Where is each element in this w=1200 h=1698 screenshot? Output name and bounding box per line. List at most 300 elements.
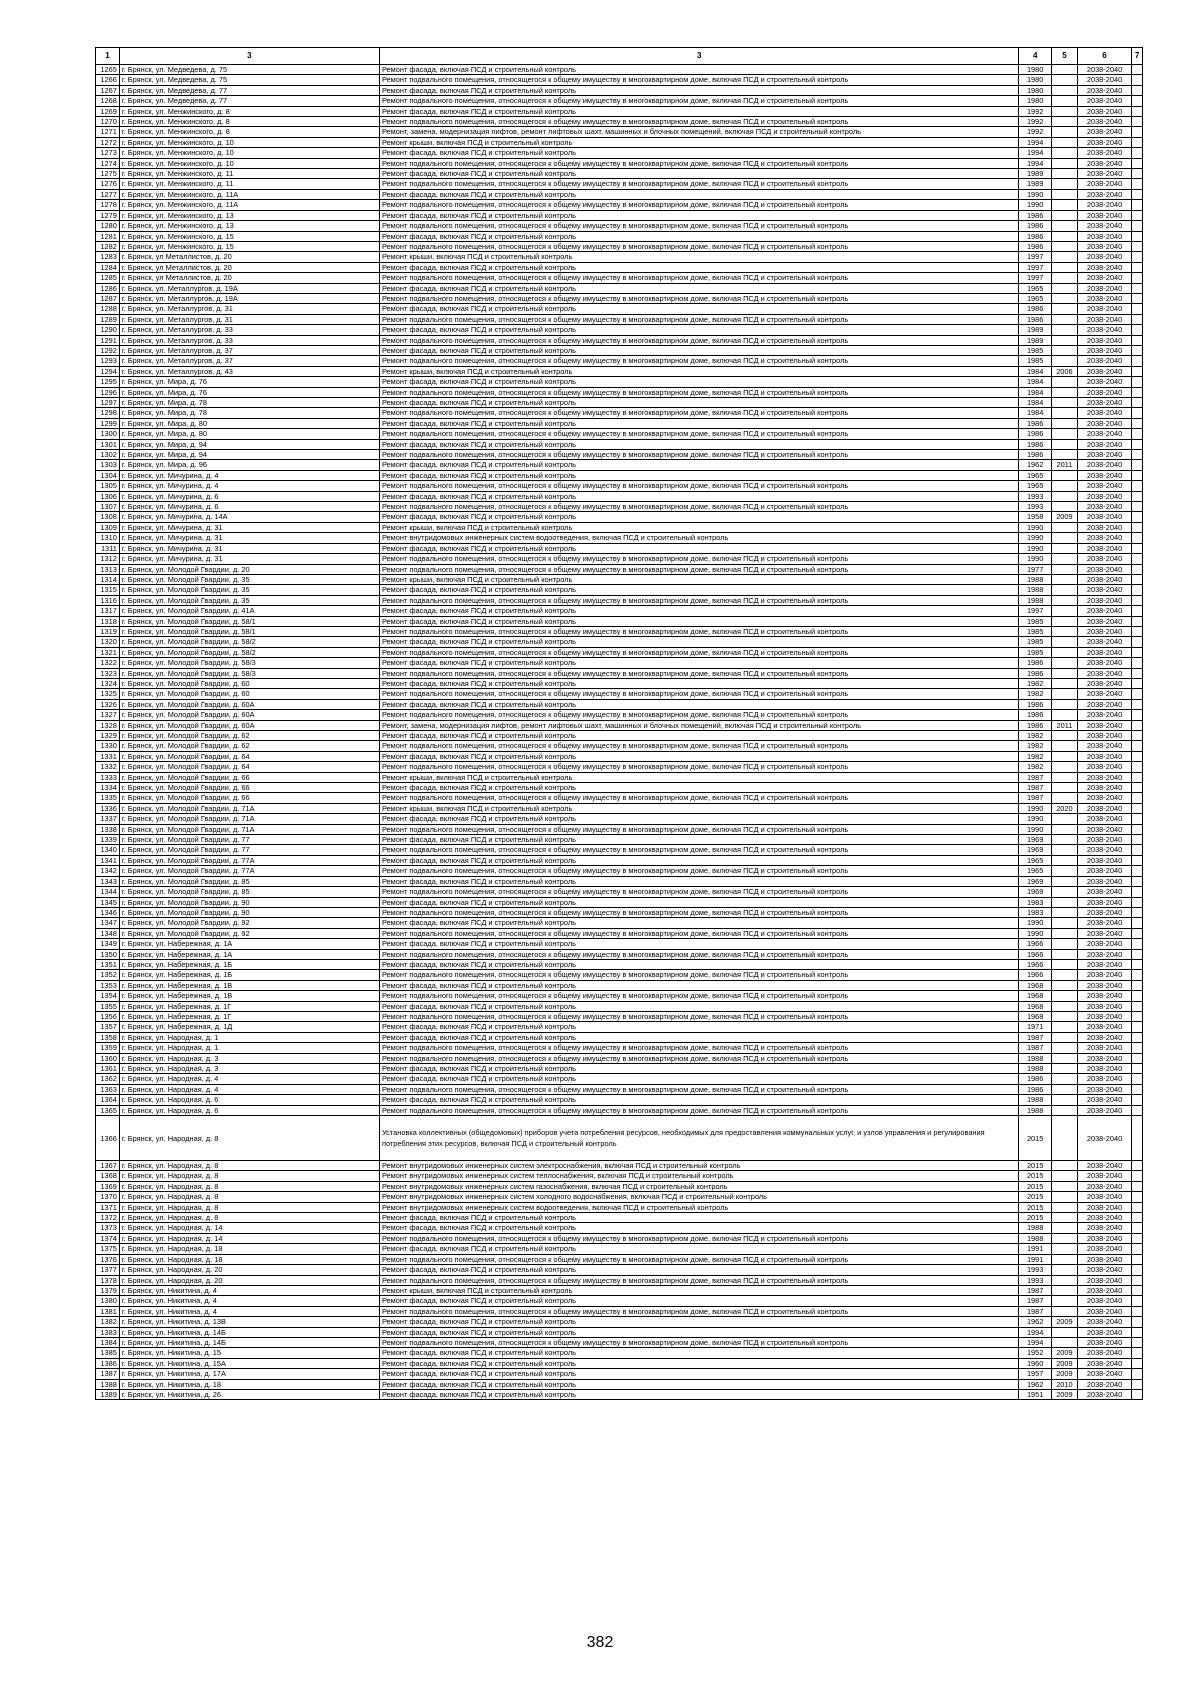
table-row — [96, 1275, 1143, 1285]
work-cell: Ремонт подвального помещения, относящегося к общему имуществу в многоквартирном доме, включая ПСД и строительный контроль — [379, 1105, 1018, 1115]
empty-cell — [1132, 1084, 1143, 1094]
last-repair-cell — [1051, 65, 1077, 75]
work-cell: Ремонт подвального помещения, относящегося к общему имуществу в многоквартирном доме, включая ПСД и строительный контроль — [379, 668, 1018, 678]
year-built-cell: 1982 — [1019, 741, 1052, 751]
table-row — [96, 481, 1143, 491]
work-cell: Ремонт подвального помещения, относящегося к общему имуществу в многоквартирном доме, включая ПСД и строительный контроль — [379, 75, 1018, 85]
row-number: 1381 — [96, 1306, 120, 1316]
row-number: 1305 — [96, 481, 120, 491]
work-cell: Ремонт подвального помещения, относящегося к общему имуществу в многоквартирном доме, включая ПСД и строительный контроль — [379, 564, 1018, 574]
period-cell: 2038-2040 — [1077, 252, 1131, 262]
empty-cell — [1132, 491, 1143, 501]
year-built-cell: 1965 — [1019, 283, 1052, 293]
address-cell: г. Брянск, ул. Никитина, д. 17А — [119, 1369, 379, 1379]
empty-cell — [1132, 502, 1143, 512]
row-number: 1317 — [96, 606, 120, 616]
work-cell: Ремонт фасада, включая ПСД и строительный контроль — [379, 637, 1018, 647]
work-cell: Ремонт, замена, модернизация лифтов, ремонт лифтовых шахт, машинных и блочных помещений, включая ПСД и строительный контроль — [379, 127, 1018, 137]
last-repair-cell — [1051, 439, 1077, 449]
table-row — [96, 429, 1143, 439]
empty-cell — [1132, 1011, 1143, 1021]
period-cell: 2038-2040 — [1077, 876, 1131, 886]
year-built-cell: 2015 — [1019, 1171, 1052, 1181]
table-row — [96, 398, 1143, 408]
table-row — [96, 1032, 1143, 1042]
last-repair-cell: 2011 — [1051, 720, 1077, 730]
address-cell: г. Брянск, ул. Молодой Гвардии, д. 66 — [119, 772, 379, 782]
year-built-cell: 1986 — [1019, 439, 1052, 449]
empty-cell — [1132, 1181, 1143, 1191]
period-cell: 2038-2040 — [1077, 574, 1131, 584]
last-repair-cell — [1051, 106, 1077, 116]
empty-cell — [1132, 1296, 1143, 1306]
row-number: 1374 — [96, 1233, 120, 1243]
last-repair-cell — [1051, 1084, 1077, 1094]
empty-cell — [1132, 637, 1143, 647]
row-number: 1300 — [96, 429, 120, 439]
year-built-cell: 1980 — [1019, 85, 1052, 95]
last-repair-cell — [1051, 262, 1077, 272]
last-repair-cell — [1051, 1161, 1077, 1171]
period-cell: 2038-2040 — [1077, 1244, 1131, 1254]
address-cell: г. Брянск, ул Металлистов, д. 20 — [119, 262, 379, 272]
empty-cell — [1132, 876, 1143, 886]
address-cell: г. Брянск, ул. Менжинского, д. 11 — [119, 169, 379, 179]
period-cell: 2038-2040 — [1077, 866, 1131, 876]
empty-cell — [1132, 616, 1143, 626]
year-built-cell: 1969 — [1019, 845, 1052, 855]
address-cell: г. Брянск, ул. Народная, д. 6 — [119, 1095, 379, 1105]
empty-cell — [1132, 949, 1143, 959]
row-number: 1309 — [96, 522, 120, 532]
last-repair-cell: 2009 — [1051, 1358, 1077, 1368]
table-row — [96, 1389, 1143, 1399]
row-number: 1327 — [96, 710, 120, 720]
period-cell: 2038-2040 — [1077, 1233, 1131, 1243]
empty-cell — [1132, 1348, 1143, 1358]
address-cell: г. Брянск, ул. Никитина, д. 4 — [119, 1285, 379, 1295]
year-built-cell: 1997 — [1019, 606, 1052, 616]
last-repair-cell — [1051, 918, 1077, 928]
table-row — [96, 762, 1143, 772]
address-cell: г. Брянск, ул. Набережная, д. 1В — [119, 980, 379, 990]
empty-cell — [1132, 522, 1143, 532]
address-cell: г. Брянск, ул. Менжинского, д. 15 — [119, 241, 379, 251]
work-cell: Ремонт фасада, включая ПСД и строительный контроль — [379, 1379, 1018, 1389]
year-built-cell: 1984 — [1019, 366, 1052, 376]
last-repair-cell — [1051, 574, 1077, 584]
year-built-cell: 1987 — [1019, 793, 1052, 803]
work-cell: Ремонт подвального помещения, относящегося к общему имуществу в многоквартирном доме, включая ПСД и строительный контроль — [379, 387, 1018, 397]
address-cell: г. Брянск, ул Металлистов, д. 20 — [119, 273, 379, 283]
address-cell: г. Брянск, ул. Молодой Гвардии, д. 64 — [119, 762, 379, 772]
period-cell: 2038-2040 — [1077, 387, 1131, 397]
last-repair-cell — [1051, 866, 1077, 876]
row-number: 1389 — [96, 1389, 120, 1399]
address-cell: г. Брянск, ул. Мира, д. 76 — [119, 377, 379, 387]
row-number: 1275 — [96, 169, 120, 179]
period-cell: 2038-2040 — [1077, 1265, 1131, 1275]
work-cell: Ремонт подвального помещения, относящегося к общему имуществу в многоквартирном доме, включая ПСД и строительный контроль — [379, 1043, 1018, 1053]
work-cell: Ремонт фасада, включая ПСД и строительный контроль — [379, 377, 1018, 387]
table-row — [96, 304, 1143, 314]
row-number: 1331 — [96, 751, 120, 761]
last-repair-cell — [1051, 616, 1077, 626]
address-cell: г. Брянск, ул. Медведева, д. 75 — [119, 65, 379, 75]
row-number: 1342 — [96, 866, 120, 876]
period-cell: 2038-2040 — [1077, 689, 1131, 699]
address-cell: г. Брянск, ул. Мира, д. 80 — [119, 418, 379, 428]
table-row — [96, 1202, 1143, 1212]
empty-cell — [1132, 1233, 1143, 1243]
last-repair-cell — [1051, 221, 1077, 231]
table-row — [96, 554, 1143, 564]
last-repair-cell — [1051, 470, 1077, 480]
empty-cell — [1132, 1074, 1143, 1084]
period-cell: 2038-2040 — [1077, 533, 1131, 543]
last-repair-cell — [1051, 502, 1077, 512]
row-number: 1265 — [96, 65, 120, 75]
work-cell: Ремонт подвального помещения, относящегося к общему имуществу в многоквартирном доме, включая ПСД и строительный контроль — [379, 991, 1018, 1001]
row-number: 1369 — [96, 1181, 120, 1191]
year-built-cell: 1986 — [1019, 418, 1052, 428]
empty-cell — [1132, 241, 1143, 251]
year-built-cell: 1989 — [1019, 179, 1052, 189]
table-row — [96, 335, 1143, 345]
last-repair-cell — [1051, 377, 1077, 387]
address-cell: г. Брянск, ул. Металлургов, д. 37 — [119, 345, 379, 355]
empty-cell — [1132, 783, 1143, 793]
address-cell: г. Брянск, ул. Народная, д. 8 — [119, 1161, 379, 1171]
table-row — [96, 772, 1143, 782]
work-cell: Ремонт подвального помещения, относящегося к общему имуществу в многоквартирном доме, включая ПСД и строительный контроль — [379, 356, 1018, 366]
address-cell: г. Брянск, ул. Мичурина, д. 6 — [119, 491, 379, 501]
work-cell: Ремонт подвального помещения, относящегося к общему имуществу в многоквартирном доме, включая ПСД и строительный контроль — [379, 221, 1018, 231]
empty-cell — [1132, 1001, 1143, 1011]
year-built-cell: 2015 — [1019, 1213, 1052, 1223]
last-repair-cell — [1051, 356, 1077, 366]
table-row — [96, 1001, 1143, 1011]
work-cell: Ремонт фасада, включая ПСД и строительный контроль — [379, 1223, 1018, 1233]
address-cell: г. Брянск, ул. Молодой Гвардии, д. 58/1 — [119, 626, 379, 636]
address-cell: г. Брянск, ул. Набережная, д. 1А — [119, 949, 379, 959]
empty-cell — [1132, 356, 1143, 366]
row-number: 1322 — [96, 658, 120, 668]
empty-cell — [1132, 221, 1143, 231]
row-number: 1347 — [96, 918, 120, 928]
last-repair-cell — [1051, 1265, 1077, 1275]
year-built-cell: 1985 — [1019, 626, 1052, 636]
year-built-cell: 2015 — [1019, 1192, 1052, 1202]
last-repair-cell — [1051, 1095, 1077, 1105]
row-number: 1316 — [96, 595, 120, 605]
last-repair-cell — [1051, 1074, 1077, 1084]
address-cell: г. Брянск, ул. Молодой Гвардии, д. 90 — [119, 907, 379, 917]
address-cell: г. Брянск, ул. Менжинского, д. 10 — [119, 148, 379, 158]
period-cell: 2038-2040 — [1077, 85, 1131, 95]
table-row — [96, 1116, 1143, 1161]
address-cell: г. Брянск, ул. Народная, д. 8 — [119, 1202, 379, 1212]
table-row — [96, 491, 1143, 501]
work-cell: Ремонт крыши, включая ПСД и строительный контроль — [379, 574, 1018, 584]
row-number: 1274 — [96, 158, 120, 168]
empty-cell — [1132, 626, 1143, 636]
year-built-cell: 1989 — [1019, 325, 1052, 335]
address-cell: г. Брянск, ул. Народная, д. 8 — [119, 1116, 379, 1161]
last-repair-cell — [1051, 554, 1077, 564]
table-row — [96, 1074, 1143, 1084]
period-cell: 2038-2040 — [1077, 1001, 1131, 1011]
last-repair-cell — [1051, 772, 1077, 782]
work-cell: Ремонт фасада, включая ПСД и строительный контроль — [379, 231, 1018, 241]
last-repair-cell — [1051, 304, 1077, 314]
last-repair-cell — [1051, 252, 1077, 262]
period-cell: 2038-2040 — [1077, 418, 1131, 428]
work-cell: Ремонт фасада, включая ПСД и строительный контроль — [379, 1064, 1018, 1074]
work-cell: Ремонт фасада, включая ПСД и строительный контроль — [379, 210, 1018, 220]
address-cell: г. Брянск, ул. Молодой Гвардии, д. 58/3 — [119, 668, 379, 678]
table-row — [96, 283, 1143, 293]
year-built-cell: 1957 — [1019, 1369, 1052, 1379]
year-built-cell: 1985 — [1019, 647, 1052, 657]
empty-cell — [1132, 439, 1143, 449]
period-cell: 2038-2040 — [1077, 1095, 1131, 1105]
work-cell: Ремонт подвального помещения, относящегося к общему имуществу в многоквартирном доме, включая ПСД и строительный контроль — [379, 1053, 1018, 1063]
address-cell: г. Брянск, ул. Менжинского, д. 8 — [119, 117, 379, 127]
table-row — [96, 1053, 1143, 1063]
table-row — [96, 658, 1143, 668]
year-built-cell: 1997 — [1019, 262, 1052, 272]
row-number: 1302 — [96, 450, 120, 460]
period-cell: 2038-2040 — [1077, 1337, 1131, 1347]
last-repair-cell — [1051, 637, 1077, 647]
table-row — [96, 65, 1143, 75]
last-repair-cell — [1051, 293, 1077, 303]
period-cell: 2038-2040 — [1077, 783, 1131, 793]
period-cell: 2038-2040 — [1077, 1043, 1131, 1053]
year-built-cell: 1962 — [1019, 1379, 1052, 1389]
table-row — [96, 439, 1143, 449]
row-number: 1314 — [96, 574, 120, 584]
address-cell: г. Брянск, ул. Мира, д. 78 — [119, 398, 379, 408]
year-built-cell: 1966 — [1019, 949, 1052, 959]
table-row — [96, 1011, 1143, 1021]
table-row — [96, 148, 1143, 158]
work-cell: Ремонт подвального помещения, относящегося к общему имуществу в многоквартирном доме, включая ПСД и строительный контроль — [379, 179, 1018, 189]
empty-cell — [1132, 169, 1143, 179]
address-cell: г. Брянск, ул. Набережная, д. 1Д — [119, 1022, 379, 1032]
work-cell: Ремонт внутридомовых инженерных систем водоотведения, включая ПСД и строительный контроль — [379, 1202, 1018, 1212]
address-cell: г. Брянск, ул. Металлургов, д. 33 — [119, 335, 379, 345]
address-cell: г. Брянск, ул. Никитина, д. 13В — [119, 1317, 379, 1327]
table-row — [96, 1171, 1143, 1181]
last-repair-cell — [1051, 169, 1077, 179]
row-number: 1330 — [96, 741, 120, 751]
empty-cell — [1132, 1389, 1143, 1399]
period-cell: 2038-2040 — [1077, 803, 1131, 813]
table-row — [96, 918, 1143, 928]
table-row — [96, 273, 1143, 283]
last-repair-cell — [1051, 814, 1077, 824]
address-cell: г. Брянск, ул. Никитина, д. 18 — [119, 1379, 379, 1389]
period-cell: 2038-2040 — [1077, 1202, 1131, 1212]
table-row — [96, 85, 1143, 95]
work-cell: Ремонт подвального помещения, относящегося к общему имуществу в многоквартирном доме, включая ПСД и строительный контроль — [379, 710, 1018, 720]
year-built-cell: 1994 — [1019, 1327, 1052, 1337]
last-repair-cell: 2011 — [1051, 460, 1077, 470]
work-cell: Ремонт, замена, модернизация лифтов, ремонт лифтовых шахт, машинных и блочных помещений, включая ПСД и строительный контроль — [379, 720, 1018, 730]
period-cell: 2038-2040 — [1077, 65, 1131, 75]
period-cell: 2038-2040 — [1077, 148, 1131, 158]
last-repair-cell — [1051, 1116, 1077, 1161]
address-cell: г. Брянск, ул. Народная, д. 8 — [119, 1213, 379, 1223]
period-cell: 2038-2040 — [1077, 491, 1131, 501]
work-cell: Ремонт фасада, включая ПСД и строительный контроль — [379, 1389, 1018, 1399]
work-cell: Ремонт фасада, включая ПСД и строительный контроль — [379, 1001, 1018, 1011]
work-cell: Установка коллективных (общедомовых) приборов учета потребления ресурсов, необходимых для предоставления коммунальных услуг, и узлов управления и регулирования потребления этих ресурсов, включая ПСД и строительный контроль — [379, 1116, 1018, 1161]
row-number: 1360 — [96, 1053, 120, 1063]
period-cell: 2038-2040 — [1077, 1369, 1131, 1379]
address-cell: г. Брянск, ул. Молодой Гвардии, д. 77А — [119, 866, 379, 876]
period-cell: 2038-2040 — [1077, 918, 1131, 928]
row-number: 1373 — [96, 1223, 120, 1233]
work-cell: Ремонт крыши, включая ПСД и строительный контроль — [379, 803, 1018, 813]
last-repair-cell — [1051, 1043, 1077, 1053]
row-number: 1376 — [96, 1254, 120, 1264]
period-cell: 2038-2040 — [1077, 949, 1131, 959]
year-built-cell: 1985 — [1019, 345, 1052, 355]
empty-cell — [1132, 1043, 1143, 1053]
last-repair-cell — [1051, 1022, 1077, 1032]
table-row — [96, 325, 1143, 335]
empty-cell — [1132, 418, 1143, 428]
work-cell: Ремонт фасада, включая ПСД и строительный контроль — [379, 148, 1018, 158]
table-body — [96, 65, 1143, 1400]
row-number: 1312 — [96, 554, 120, 564]
row-number: 1299 — [96, 418, 120, 428]
year-built-cell: 1982 — [1019, 678, 1052, 688]
row-number: 1365 — [96, 1105, 120, 1115]
table-row — [96, 75, 1143, 85]
table-row — [96, 1296, 1143, 1306]
year-built-cell: 1986 — [1019, 668, 1052, 678]
year-built-cell: 1988 — [1019, 595, 1052, 605]
period-cell: 2038-2040 — [1077, 678, 1131, 688]
row-number: 1313 — [96, 564, 120, 574]
year-built-cell: 1986 — [1019, 710, 1052, 720]
address-cell: г. Брянск, ул. Молодой Гвардии, д. 77 — [119, 845, 379, 855]
table-row — [96, 1358, 1143, 1368]
last-repair-cell — [1051, 1181, 1077, 1191]
repair-schedule-table — [95, 47, 1143, 1400]
table-row — [96, 595, 1143, 605]
last-repair-cell — [1051, 158, 1077, 168]
period-cell: 2038-2040 — [1077, 585, 1131, 595]
empty-cell — [1132, 387, 1143, 397]
year-built-cell: 1992 — [1019, 117, 1052, 127]
table-row — [96, 470, 1143, 480]
work-cell: Ремонт подвального помещения, относящегося к общему имуществу в многоквартирном доме, включая ПСД и строительный контроль — [379, 502, 1018, 512]
address-cell: г. Брянск, ул. Менжинского, д. 15 — [119, 231, 379, 241]
period-cell: 2038-2040 — [1077, 1389, 1131, 1399]
last-repair-cell — [1051, 450, 1077, 460]
address-cell: г. Брянск, ул. Молодой Гвардии, д. 62 — [119, 731, 379, 741]
period-cell: 2038-2040 — [1077, 845, 1131, 855]
table-row — [96, 689, 1143, 699]
work-cell: Ремонт фасада, включая ПСД и строительный контроль — [379, 1095, 1018, 1105]
work-cell: Ремонт фасада, включая ПСД и строительный контроль — [379, 106, 1018, 116]
address-cell: г. Брянск, ул. Молодой Гвардии, д. 20 — [119, 564, 379, 574]
address-cell: г. Брянск, ул. Мира, д. 94 — [119, 450, 379, 460]
empty-cell — [1132, 1022, 1143, 1032]
period-cell: 2038-2040 — [1077, 1327, 1131, 1337]
year-built-cell: 1977 — [1019, 564, 1052, 574]
empty-cell — [1132, 835, 1143, 845]
period-cell: 2038-2040 — [1077, 241, 1131, 251]
empty-cell — [1132, 1095, 1143, 1105]
row-number: 1346 — [96, 907, 120, 917]
work-cell: Ремонт фасада, включая ПСД и строительный контроль — [379, 65, 1018, 75]
work-cell: Ремонт фасада, включая ПСД и строительный контроль — [379, 876, 1018, 886]
empty-cell — [1132, 262, 1143, 272]
year-built-cell: 2015 — [1019, 1161, 1052, 1171]
year-built-cell: 1982 — [1019, 731, 1052, 741]
work-cell: Ремонт подвального помещения, относящегося к общему имуществу в многоквартирном доме, включая ПСД и строительный контроль — [379, 970, 1018, 980]
year-built-cell: 1992 — [1019, 127, 1052, 137]
row-number: 1352 — [96, 970, 120, 980]
work-cell: Ремонт фасада, включая ПСД и строительный контроль — [379, 85, 1018, 95]
table-row — [96, 293, 1143, 303]
period-cell: 2038-2040 — [1077, 512, 1131, 522]
last-repair-cell: 2009 — [1051, 512, 1077, 522]
period-cell: 2038-2040 — [1077, 991, 1131, 1001]
table-row — [96, 731, 1143, 741]
year-built-cell: 1994 — [1019, 1337, 1052, 1347]
row-number: 1286 — [96, 283, 120, 293]
last-repair-cell — [1051, 751, 1077, 761]
period-cell: 2038-2040 — [1077, 1116, 1131, 1161]
table-row — [96, 814, 1143, 824]
row-number: 1320 — [96, 637, 120, 647]
year-built-cell: 1969 — [1019, 876, 1052, 886]
row-number: 1318 — [96, 616, 120, 626]
address-cell: г. Брянск, ул. Набережная, д. 1В — [119, 991, 379, 1001]
address-cell: г. Брянск, ул. Медведева, д. 77 — [119, 85, 379, 95]
address-cell: г. Брянск, ул. Никитина, д. 4 — [119, 1296, 379, 1306]
period-cell: 2038-2040 — [1077, 283, 1131, 293]
empty-cell — [1132, 793, 1143, 803]
work-cell: Ремонт фасада, включая ПСД и строительный контроль — [379, 460, 1018, 470]
last-repair-cell — [1051, 710, 1077, 720]
table-row — [96, 241, 1143, 251]
last-repair-cell — [1051, 1233, 1077, 1243]
work-cell: Ремонт внутридомовых инженерных систем газоснабжения, включая ПСД и строительный контроль — [379, 1181, 1018, 1191]
last-repair-cell — [1051, 1053, 1077, 1063]
year-built-cell: 1987 — [1019, 772, 1052, 782]
row-number: 1288 — [96, 304, 120, 314]
period-cell: 2038-2040 — [1077, 179, 1131, 189]
row-number: 1281 — [96, 231, 120, 241]
address-cell: г. Брянск, ул. Мичурина, д. 4 — [119, 481, 379, 491]
row-number: 1349 — [96, 939, 120, 949]
empty-cell — [1132, 814, 1143, 824]
address-cell: г. Брянск, ул. Молодой Гвардии, д. 77 — [119, 835, 379, 845]
last-repair-cell — [1051, 85, 1077, 95]
year-built-cell: 1966 — [1019, 970, 1052, 980]
address-cell: г. Брянск, ул. Медведева, д. 77 — [119, 96, 379, 106]
year-built-cell: 1986 — [1019, 1074, 1052, 1084]
empty-cell — [1132, 720, 1143, 730]
